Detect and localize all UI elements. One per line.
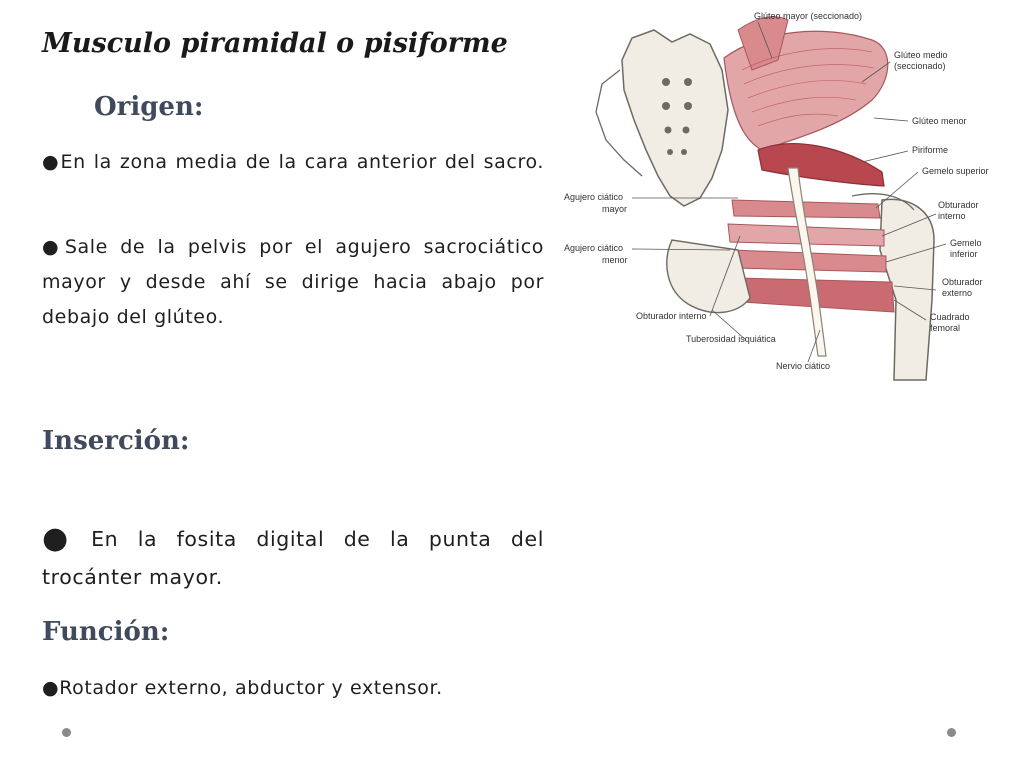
label-obturador-externo-1: Obturador [942, 277, 983, 287]
slide-nav-dot-left [62, 728, 71, 737]
label-obturador-interno-r1: Obturador [938, 200, 979, 210]
label-gluteo-menor: Glúteo menor [912, 116, 967, 126]
sacrum-bone [622, 30, 728, 206]
origen-item-2-text: Sale de la pelvis por el agujero sacrociático mayor y desde ahí se dirige hacia abajo por debajo del glúteo. [42, 236, 544, 328]
anatomy-figure [562, 0, 1024, 392]
label-tuberosidad: Tuberosidad isquiática [686, 334, 776, 344]
funcion-item-1 [42, 671, 544, 706]
origen-item-1 [42, 145, 544, 180]
origen-item-2 [42, 230, 544, 335]
label-cuadrado-femoral-1: Cuadrado [930, 312, 970, 322]
insercion-item-1 [42, 520, 544, 596]
slide-title: Musculo piramidal o pisiforme [42, 28, 508, 59]
label-gluteo-mayor: Glúteo mayor (seccionado) [754, 11, 863, 21]
label-agujero-menor-2: menor [602, 255, 628, 265]
bullet-icon: ● [42, 151, 61, 173]
origen-heading: Origen: [94, 92, 204, 122]
label-obturador-interno-l: Obturador interno [636, 311, 707, 321]
bullet-icon: ● [42, 521, 82, 556]
label-gluteo-medio-1: Glúteo medio [894, 50, 948, 60]
label-gemelo-inferior-2: inferior [950, 249, 978, 259]
label-obturador-interno-r2: interno [938, 211, 966, 221]
label-gluteo-medio-2: (seccionado) [894, 61, 946, 71]
insercion-item-1-text: En la fosita digital de la punta del trocánter mayor. [42, 527, 545, 589]
piriformis-muscle [758, 144, 884, 186]
label-gemelo-inferior-1: Gemelo [950, 238, 982, 248]
funcion-heading: Función: [42, 617, 170, 647]
bullet-icon: ● [42, 236, 65, 258]
label-agujero-menor-1: Agujero ciático [564, 243, 624, 253]
origen-item-1-text: En la zona media de la cara anterior del sacro. [60, 151, 544, 173]
label-piriforme: Piriforme [912, 145, 949, 155]
label-nervio: Nervio ciático [776, 361, 831, 371]
gluteal-anatomy-illustration [562, 0, 1024, 392]
insercion-heading: Inserción: [42, 426, 190, 456]
ischial-tuberosity [667, 240, 750, 313]
funcion-item-1-text: Rotador externo, abductor y extensor. [59, 677, 443, 699]
gemelo-superior-muscle [732, 200, 880, 218]
bullet-icon: ● [42, 677, 60, 699]
slide-nav-dot-right [947, 728, 956, 737]
label-obturador-externo-2: externo [942, 288, 973, 298]
label-agujero-mayor-2: mayor [602, 204, 628, 214]
label-cuadrado-femoral-2: femoral [930, 323, 961, 333]
label-gemelo-superior: Gemelo superior [922, 166, 989, 176]
label-agujero-mayor-1: Agujero ciático [564, 192, 624, 202]
